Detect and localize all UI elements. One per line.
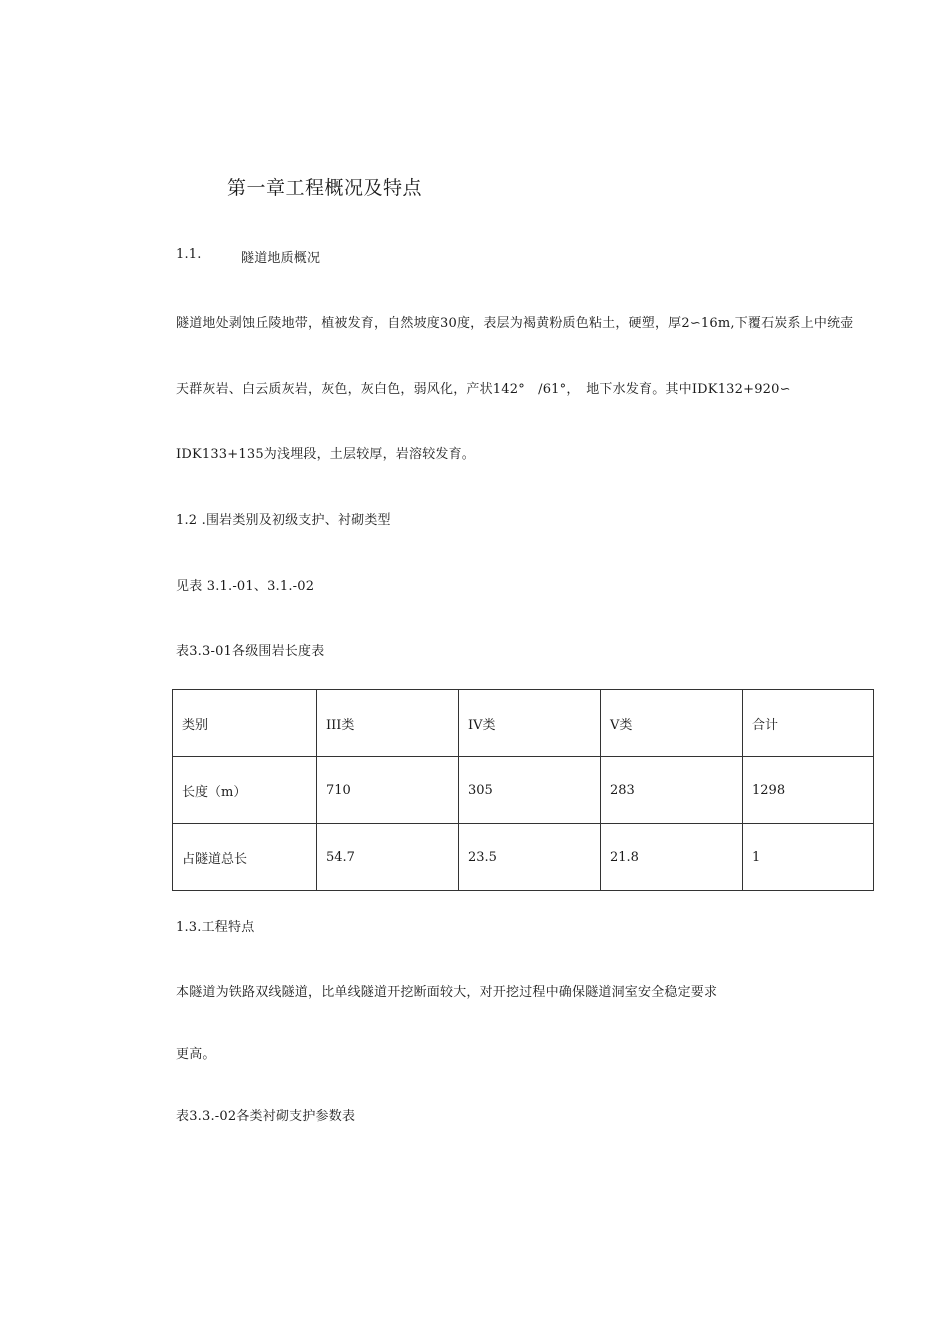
rock-class-length-table bbox=[172, 689, 873, 890]
table-cell: 1298 bbox=[743, 757, 874, 824]
see-table-reference: 见表 3.1.-01、3.1.-02 bbox=[176, 579, 315, 594]
section-1-1-title: 隧道地质概况 bbox=[241, 251, 321, 266]
features-paragraph-line-2: 更高。 bbox=[176, 1047, 216, 1062]
table-3-3-02-caption: 表3.3.-02各类衬砌支护参数表 bbox=[176, 1109, 356, 1124]
table-cell: 54.7 bbox=[317, 824, 459, 891]
table-header-cell: V类 bbox=[601, 690, 743, 757]
table-row bbox=[173, 824, 874, 891]
table-cell: 23.5 bbox=[459, 824, 601, 891]
table-3-3-01-caption: 表3.3-01各级围岩长度表 bbox=[176, 644, 325, 659]
table-cell: 283 bbox=[601, 757, 743, 824]
section-1-2-heading: 1.2 .围岩类别及初级支护、衬砌类型 bbox=[176, 513, 391, 528]
table-cell: 长度（m） bbox=[173, 757, 317, 824]
table-cell: 占隧道总长 bbox=[173, 824, 317, 891]
geology-paragraph-line-3: IDK133+135为浅埋段，土层较厚，岩溶较发育。 bbox=[176, 447, 475, 462]
table-header-cell: III类 bbox=[317, 690, 459, 757]
table-cell: 710 bbox=[317, 757, 459, 824]
features-paragraph-line-1: 本隧道为铁路双线隧道，比单线隧道开挖断面较大，对开挖过程中确保隧道洞室安全稳定要求 bbox=[176, 985, 718, 1000]
geology-paragraph-line-1: 隧道地处剥蚀丘陵地带，植被发育，自然坡度30度，表层为褐黄粉质色粘土，硬塑，厚2∽16m,下覆石炭系上中统壶 bbox=[176, 316, 854, 331]
table-cell: 305 bbox=[459, 757, 601, 824]
section-1-1-number: 1.1. bbox=[176, 247, 202, 262]
table-cell: 21.8 bbox=[601, 824, 743, 891]
section-1-3-heading: 1.3.工程特点 bbox=[176, 920, 255, 935]
geology-paragraph-line-2: 天群灰岩、白云质灰岩，灰色，灰白色，弱风化，产状142° /61°， 地下水发育。其中IDK132+920∽ bbox=[176, 382, 791, 397]
table-header-row bbox=[173, 690, 874, 757]
chapter-title: 第一章工程概况及特点 bbox=[227, 177, 423, 199]
table-header-cell: 合计 bbox=[743, 690, 874, 757]
table-row bbox=[173, 757, 874, 824]
table-header-cell: IV类 bbox=[459, 690, 601, 757]
table-cell: 1 bbox=[743, 824, 874, 891]
table-header-cell: 类别 bbox=[173, 690, 317, 757]
